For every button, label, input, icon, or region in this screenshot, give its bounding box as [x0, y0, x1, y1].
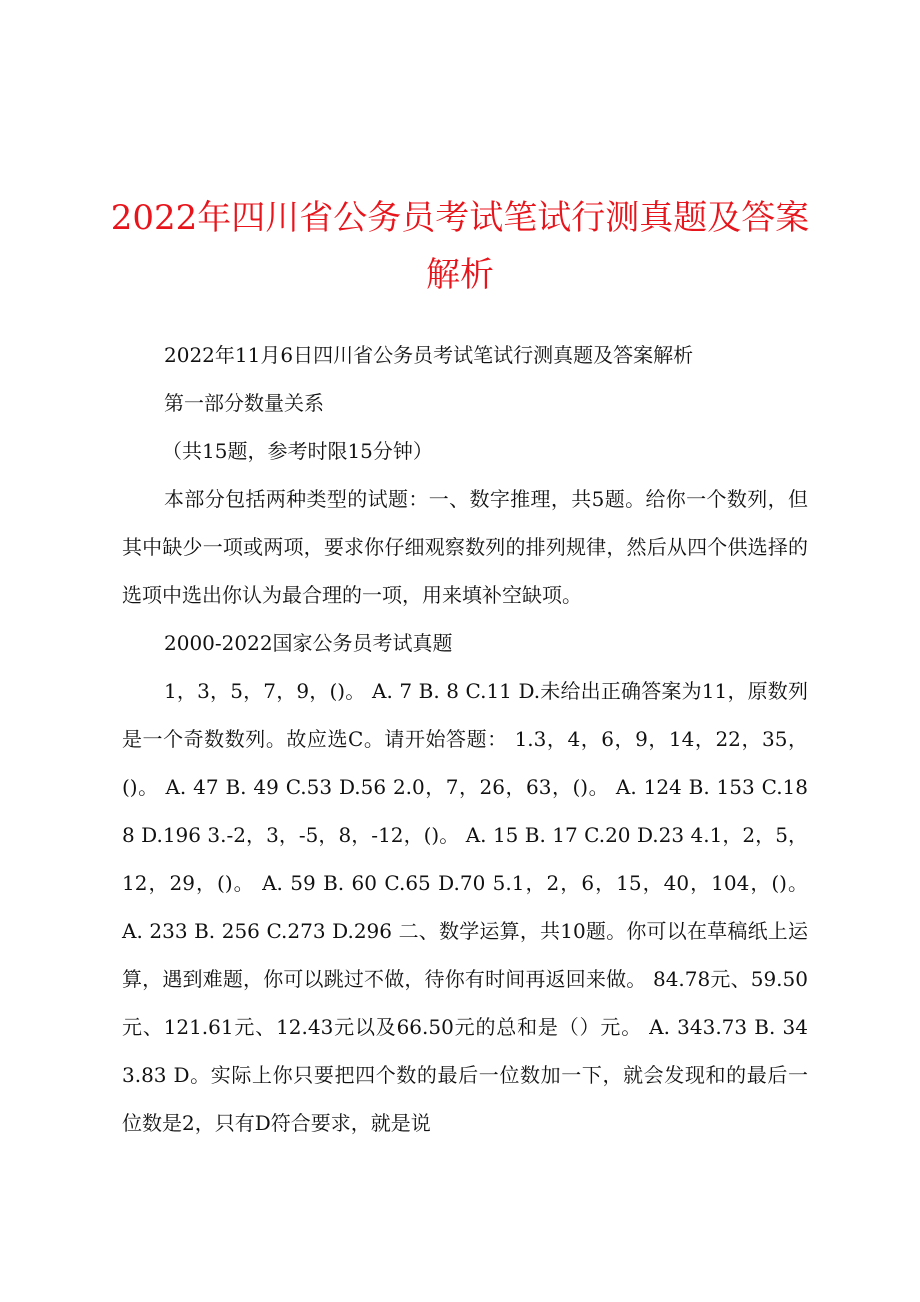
paragraph-exam-source: 2000-2022国家公务员考试真题	[164, 631, 453, 655]
paragraph-questions: 1，3，5，7，9，()。 A. 7 B. 8 C.11 D.未给出正确答案为11，原数列是一个奇数数列。故应选C。请开始答题： 1.3，4，6，9，14，22，35，()。 A. 47 B. 49 C.53 D.56 2.0，7，26，63，()。 A. 124 B. 153 C.188 D.196 3.-2，3，-5，8，-12，()。 A. 15 B. 17 C.20 D.23 4.1，2，5，12，29，()。 A. 59 B. 60 C.65 D.70 5.1，2，6，15，40，104，()。 A. 233 B. 256 C.273 D.296 二、数学运算，共10题。你可以在草稿纸上运算，遇到难题，你可以跳过不做，待你有时间再返回来做。 84.78元、59.50元、121.61元、12.43元以及66.50元的总和是（）元。 A. 343.73 B. 343.83 D。实际上你只要把四个数的最后一位数加一下，就会发现和的最后一位数是2，只有D符合要求，就是说	[122, 679, 808, 1135]
paragraph-date-heading: 2022年11月6日四川省公务员考试笔试行测真题及答案解析	[164, 343, 694, 367]
document-title: 2022年四川省公务员考试笔试行测真题及答案解析	[110, 198, 810, 295]
paragraph-section-heading: 第一部分数量关系	[164, 391, 324, 415]
paragraph-time-limit: （共15题，参考时限15分钟）	[162, 439, 433, 463]
paragraph-instructions: 本部分包括两种类型的试题：一、数字推理，共5题。给你一个数列，但其中缺少一项或两项，要求你仔细观察数列的排列规律，然后从四个供选择的选项中选出你认为最合理的一项，用来填补空缺项。	[122, 487, 808, 607]
document-body	[122, 331, 808, 1147]
